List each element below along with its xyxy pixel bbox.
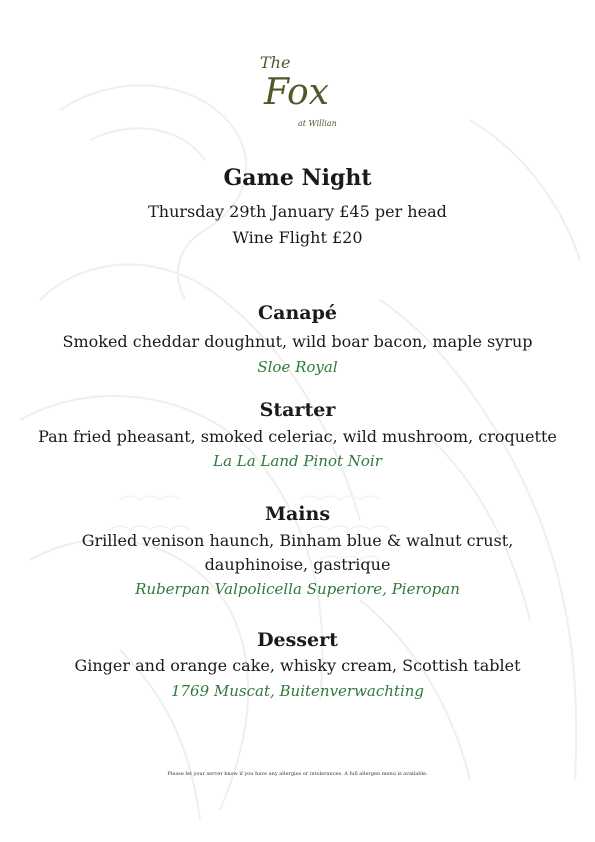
course-wine-mains: Ruberpan Valpolicella Superiore, Pieropan bbox=[135, 580, 460, 598]
logo-line-location: at Willian bbox=[297, 119, 337, 128]
course-wine-starter: La La Land Pinot Noir bbox=[213, 452, 382, 470]
course-dish-starter: Pan fried pheasant, smoked celeriac, wild mushroom, croquette bbox=[38, 427, 557, 446]
event-title: Game Night bbox=[223, 165, 372, 191]
course-dish-dessert: Ginger and orange cake, whisky cream, Scottish tablet bbox=[74, 656, 521, 675]
allergen-note: Please let your server know if you have any allergies or intolerances. A full allergen menu is available. bbox=[167, 771, 428, 777]
course-dish-canape: Smoked cheddar doughnut, wild boar bacon, maple syrup bbox=[62, 332, 533, 351]
course-dish-mains-line1: Grilled venison haunch, Binham blue & walnut crust, bbox=[81, 531, 514, 550]
course-wine-dessert: 1769 Muscat, Buitenverwachting bbox=[170, 682, 425, 700]
logo-line-fox: Fox bbox=[263, 72, 329, 113]
course-wine-canape: Sloe Royal bbox=[257, 358, 338, 376]
event-wine-flight: Wine Flight £20 bbox=[232, 228, 363, 247]
course-heading-dessert: Dessert bbox=[257, 629, 338, 651]
logo-line-the: The bbox=[259, 53, 290, 72]
course-heading-canape: Canapé bbox=[258, 302, 337, 324]
course-dish-mains-line2: dauphinoise, gastrique bbox=[204, 555, 391, 574]
course-heading-mains: Mains bbox=[264, 503, 331, 525]
event-date-price: Thursday 29th January £45 per head bbox=[148, 202, 447, 221]
course-heading-starter: Starter bbox=[259, 399, 336, 421]
